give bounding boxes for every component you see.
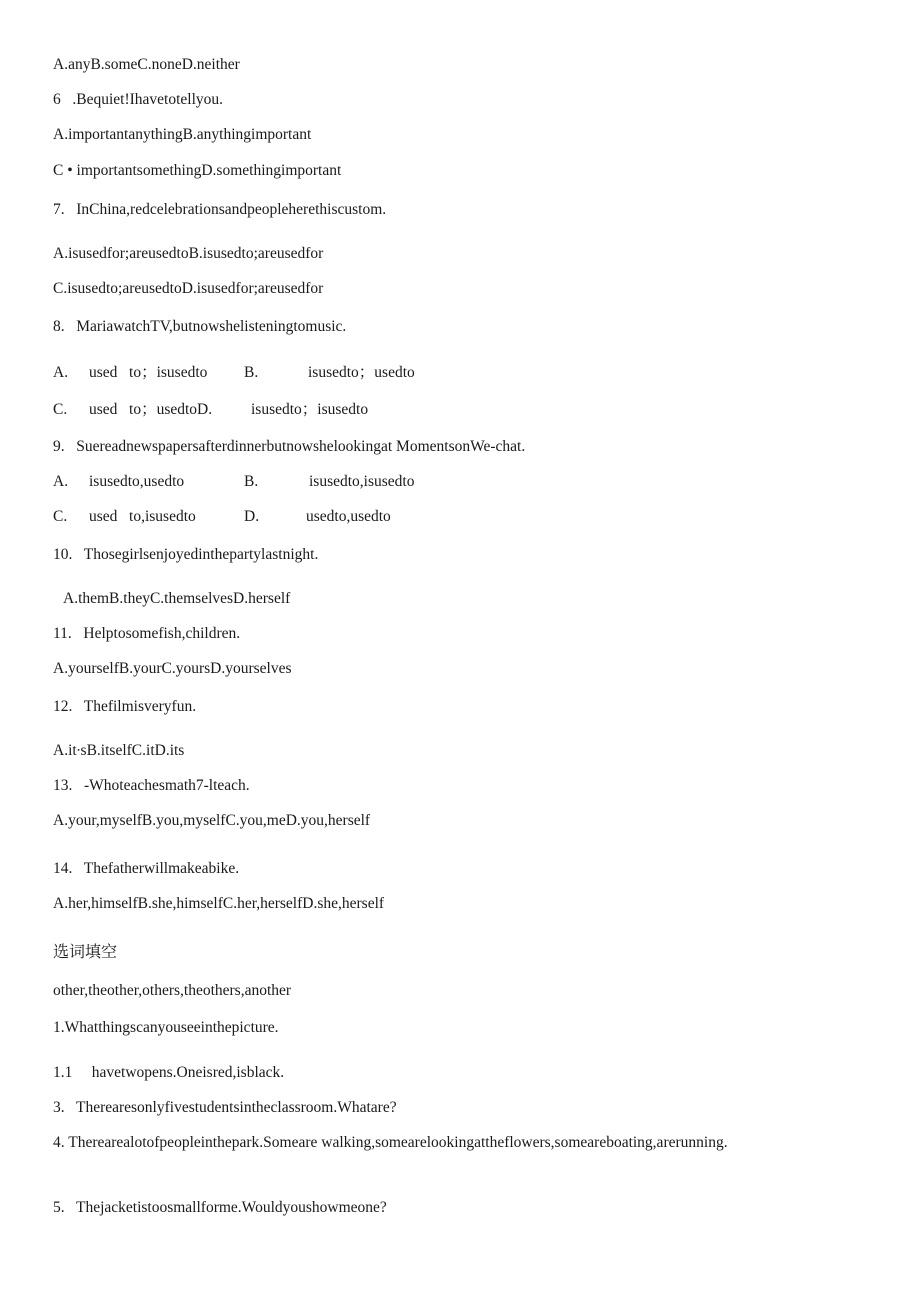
q11-options: A.yourselfB.yourC.yoursD.yourselves — [53, 660, 292, 677]
q8-option-b-letter: B. — [244, 364, 259, 381]
fill-q5: 5. Thejacketistoosmallforme.Wouldyoushowmeone? — [53, 1199, 387, 1216]
q8-option-d-text: isusedto；isusedto — [251, 401, 369, 418]
q10-stem: 10. Thosegirlsenjoyedinthepartylastnight. — [53, 546, 319, 563]
q9-option-c-letter: C. — [53, 508, 68, 525]
q9-option-b-text: isusedto,isusedto — [309, 473, 415, 490]
q8-stem: 8. MariawatchTV,butnowshelisteningtomusic. — [53, 318, 347, 335]
q8-option-a-text: used to；isusedto — [89, 364, 208, 381]
q9-option-d-text: usedto,usedto — [306, 508, 391, 525]
q8-option-c-text: used to；usedtoD. — [89, 401, 213, 418]
section-title: 选词填空 — [53, 942, 118, 961]
q9-option-b-letter: B. — [244, 473, 259, 490]
q11-stem: 11. Helptosomefish,children. — [53, 625, 241, 642]
q14-stem: 14. Thefatherwillmakeabike. — [53, 860, 240, 877]
q9-option-d-letter: D. — [244, 508, 260, 525]
q12-stem: 12. Thefilmisveryfun. — [53, 698, 197, 715]
q8-option-a-letter: A. — [53, 364, 69, 381]
q8-option-c-letter: C. — [53, 401, 68, 418]
q7-stem: 7. InChina,redcelebrationsandpeopleherethiscustom. — [53, 201, 387, 218]
q6-options-ab: A.importantanythingB.anythingimportant — [53, 126, 312, 143]
q5-options: A.anyB.someC.noneD.neither — [53, 56, 240, 73]
fill-q2: 1.1 havetwopens.Oneisred,isblack. — [53, 1064, 285, 1081]
fill-q3: 3. Therearesonlyfivestudentsintheclassroom.Whatare? — [53, 1099, 397, 1116]
q10-options: A.themB.theyC.themselvesD.herself — [63, 590, 291, 607]
q6-stem: 6 .Bequiet!Ihavetotellyou. — [53, 91, 224, 108]
q7-options-cd: C.isusedto;areusedtoD.isusedfor;areusedfor — [53, 280, 324, 297]
q12-options: A.it∙sB.itselfC.itD.its — [53, 742, 185, 759]
q8-option-b-text: isusedto；usedto — [308, 364, 415, 381]
word-bank: other,theother,others,theothers,another — [53, 982, 292, 999]
q7-options-ab: A.isusedfor;areusedtoB.isusedto;areusedfor — [53, 245, 324, 262]
fill-q4: 4. Therearealotofpeopleinthepark.Someare walking,somearelookingattheflowers,someareboating,arerunning. — [53, 1134, 728, 1151]
q9-option-a-letter: A. — [53, 473, 69, 490]
q9-option-a-text: isusedto,usedto — [89, 473, 185, 490]
q13-stem: 13. -Whoteachesmath7-lteach. — [53, 777, 250, 794]
q9-option-c-text: used to,isusedto — [89, 508, 196, 525]
q14-options: A.her,himselfB.she,himselfC.her,herselfD.she,herself — [53, 895, 385, 912]
q13-options: A.your,myselfB.you,myselfC.you,meD.you,herself — [53, 812, 371, 829]
q9-stem: 9. Suereadnewspapersafterdinnerbutnowshelookingat MomentsonWe-chat. — [53, 438, 526, 455]
q6-options-cd: C • importantsomethingD.somethingimportant — [53, 162, 342, 179]
fill-q1: 1.Whatthingscanyouseeinthepicture. — [53, 1019, 279, 1036]
